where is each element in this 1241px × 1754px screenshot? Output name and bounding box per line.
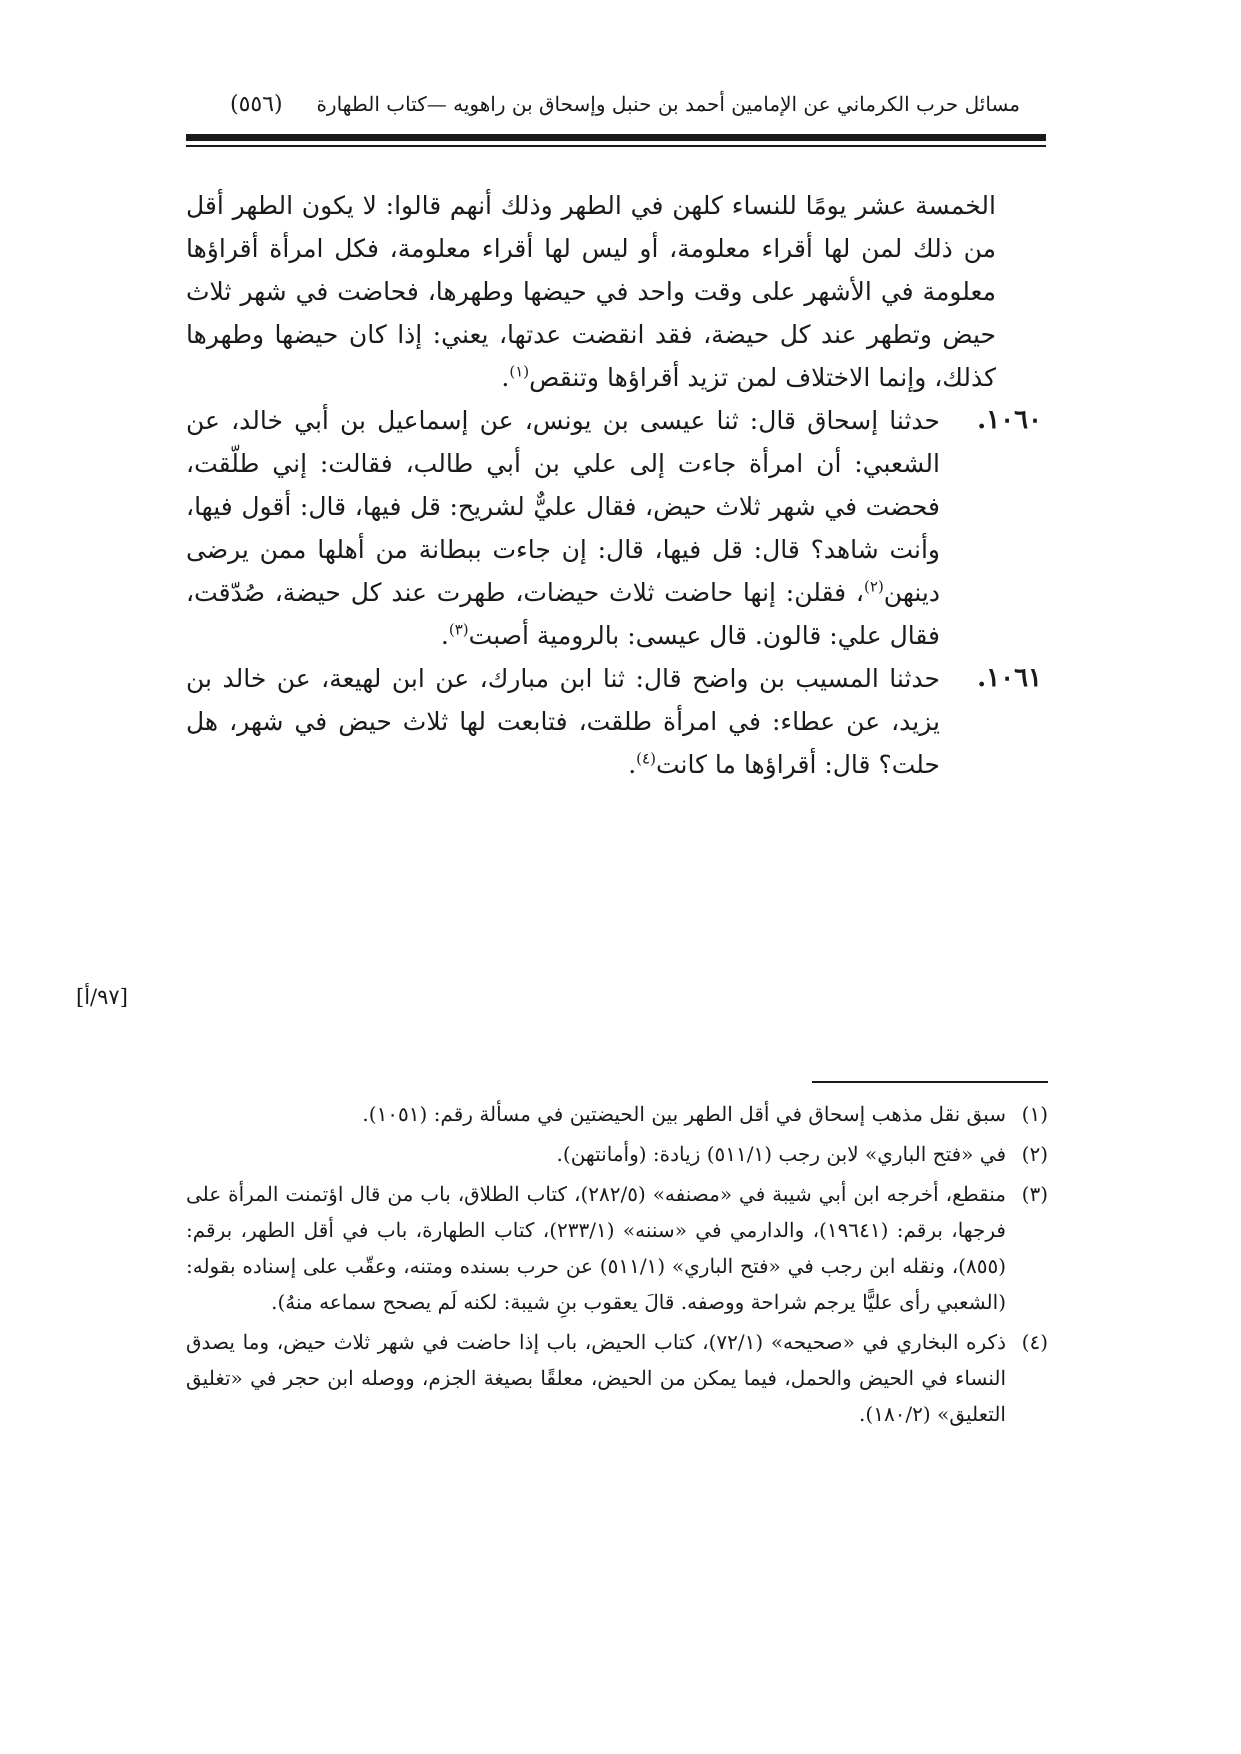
hadith-1061 [186,657,1046,786]
page-number: (٥٥٦) [230,91,283,117]
footnote-number: (١) [1021,1102,1048,1126]
footnote-separator [812,1081,1048,1083]
footnote-text: ذكره البخاري في «صحيحه» (٧٢/١)، كتاب الحيض، باب إذا حاضت في شهر ثلاث حيض، وما يصدق النساء في الحيض والحمل، فيما يمكن من الحيض، معلقًا بصيغة الجزم، ووصله ابن حجر في «تغليق التعليق» (١٨٠/٢). [186,1330,1006,1426]
footnote-number: (٢) [1021,1142,1048,1166]
footnotes-section [186,1096,1048,1436]
hadith-1060 [186,399,1046,657]
header-rule-thick [186,134,1046,141]
page-header [230,84,1020,124]
hadith-1060-part-a: حدثنا إسحاق قال: ثنا عيسى بن يونس، عن إسماعيل بن أبي خالد، عن الشعبي: أن امرأة جاءت إلى علي بن أبي طالب، فقالت: إني طلّقت، فحضت في شهر ثلاث حيض، فقال عليٌّ لشريح: قل فيها، قال: أقول فيها، وأنت شاهد؟ قال: قل فيها، قال: إن جاءت ببطانة من أهلها ممن يرضى دينهن [186,406,940,607]
footnote-text: منقطع، أخرجه ابن أبي شيبة في «مصنفه» (٢٨٢/٥)، كتاب الطلاق، باب من قال اؤتمنت المرأة على فرجها، برقم: (١٩٦٤١)، والدارمي في «سننه» (٢٣٣/١)، كتاب الطهارة، باب في أقل الطهر، برقم: (٨٥٥)، ونقله ابن رجب في «فتح الباري» (٥١١/١) عن حرب بسنده ومتنه، وعقّب على إسناده بقوله: (الشعبي رأى عليًّا يرجم شراحة ووصفه. قالَ يعقوب بنِ شيبة: لكنه لَم يصحح سماعه منهُ). [186,1182,1007,1314]
footnote-number: (٤) [1021,1330,1048,1354]
hadith-number-1060: ١٠٦٠. [977,405,1042,435]
hadith-1060-part-b: ، فقلن: إنها حاضت ثلاث حيضات، طهرت عند كل حيضة، صُدّقت، فقال علي: قالون. قال عيسى: بالرومية أصبت [186,578,940,650]
footnote-text: في «فتح الباري» لابن رجب (٥١١/١) زيادة: (وأمانتهن). [556,1142,1006,1166]
footnote-number: (٣) [1021,1182,1048,1206]
footnote-ref-2[interactable]: (٢) [864,577,884,596]
hadith-1061-end: . [628,750,637,779]
footnote [186,1136,1048,1172]
footnote-ref-3[interactable]: (٣) [448,620,469,639]
continuation-paragraph [186,184,1046,399]
main-text [186,184,1046,786]
running-title: مسائل حرب الكرماني عن الإمامين أحمد بن حنبل وإسحاق بن راهويه —كتاب الطهارة [316,92,1020,116]
footnote [186,1176,1048,1320]
hadith-1060-end: . [440,621,449,650]
continuation-end: . [501,363,510,392]
hadith-1061-text: حدثنا المسيب بن واضح قال: ثنا ابن مبارك، عن ابن لهيعة، عن خالد بن يزيد، عن عطاء: في امرأة طلقت، فتابعت لها ثلاث حيض في شهر، هل حلت؟ قال: أقراؤها ما كانت [186,664,940,779]
footnote [186,1324,1048,1432]
manuscript-folio-note: [٩٧/أ] [76,985,128,1009]
hadith-number-1061: ١٠٦١. [977,663,1042,693]
hadith-text-1060 [186,399,940,657]
hadith-text-1061 [186,657,940,786]
header-rule-thin [186,145,1046,147]
footnote-ref-1[interactable]: (١) [509,362,530,381]
continuation-text: الخمسة عشر يومًا للنساء كلهن في الطهر وذلك أنهم قالوا: لا يكون الطهر أقل من ذلك لمن لها أقراء معلومة، أو ليس لها أقراء معلومة، فكل امرأة أقراؤها معلومة في الأشهر على وقت واحد في حيضها وطهرها، فحاضت في شهر ثلاث حيض وتطهر عند كل حيضة، فقد انقضت عدتها، يعني: إذا كان حيضها وطهرها كذلك، وإنما الاختلاف لمن تزيد أقراؤها وتنقص [186,191,996,392]
footnote [186,1096,1048,1132]
footnote-text: سبق نقل مذهب إسحاق في أقل الطهر بين الحيضتين في مسألة رقم: (١٠٥١). [362,1102,1006,1126]
footnote-ref-4[interactable]: (٤) [636,749,656,768]
